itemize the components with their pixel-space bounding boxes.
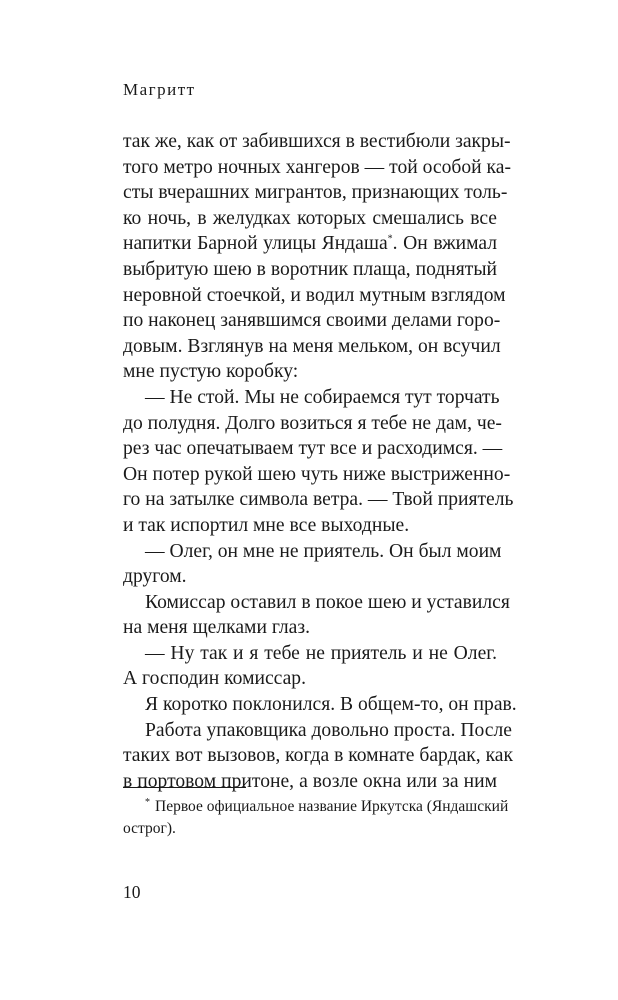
page-number: 10 [123,882,141,902]
text-line: по наконец занявшимся своими делами горо- [123,310,501,332]
footnote-line [123,796,509,818]
footnote [123,796,509,840]
text-line: Комиссар оставил в покое шею и уставился [145,591,510,613]
text-fragment: Он вжимал [403,233,497,255]
footnote-line: острог). [123,820,176,837]
footnote-ref-marker: * [387,233,393,245]
footnote-marker: * [145,796,150,808]
footnote-rule [123,787,246,788]
text-line: рез час опечатываем тут все и расходимся. — [123,438,503,460]
text-line: Он потер рукой шею чуть ниже выстриженно- [123,463,511,485]
text-line: А господин комиссар. [123,668,306,690]
text-line: Работа упаковщика довольно проста. После [145,719,512,741]
text-line: — Ну так и я тебе не приятель и не Олег. [145,642,497,664]
text-line: другом. [123,566,187,588]
text-line: довым. Взглянув на меня мельком, он всучил [123,335,501,357]
text-line: Я коротко поклонился. В общем-то, он прав. [145,694,517,716]
text-line: ко ночь, в желудках которых смешались все [123,207,497,229]
text-line: — Олег, он мне не приятель. Он был моим [145,540,502,562]
text-line: выбритую шею в воротник плаща, поднятый [123,258,497,280]
text-line: и так испортил мне все выходные. [123,514,410,536]
text-line: мне пустую коробку: [123,361,299,383]
text-line: го на затылке символа ветра. — Твой приятель [123,489,514,511]
text-line: — Не стой. Мы не собираемся тут торчать [145,386,500,408]
text-line: на меня щелками глаз. [123,617,310,639]
text-line: так же, как от забившихся в вестибюли закры- [123,131,511,152]
text-line-with-footnote: напитки Барной улицы Яндаша*. Он вжимал [123,233,497,255]
text-line: неровной стоечкой, и водил мутным взглядом [123,284,506,306]
text-line: до полудня. Долго возиться я тебе не дам, че- [123,412,502,434]
text-line: таких вот вызовов, когда в комнате бардак, как [123,745,514,767]
text-line: в портовом притоне, а возле окна или за ним [123,770,497,792]
text-line: того метро ночных хангеров — той особой ка- [123,156,511,178]
body-text [123,129,517,794]
footnote-text: Первое официальное название Иркутска (Яндашский [155,798,509,815]
running-head: Магритт [123,80,196,99]
text-line: сты вчерашних мигрантов, признающих толь- [123,182,508,204]
text-fragment: напитки Барной улицы Яндаша [123,233,388,255]
